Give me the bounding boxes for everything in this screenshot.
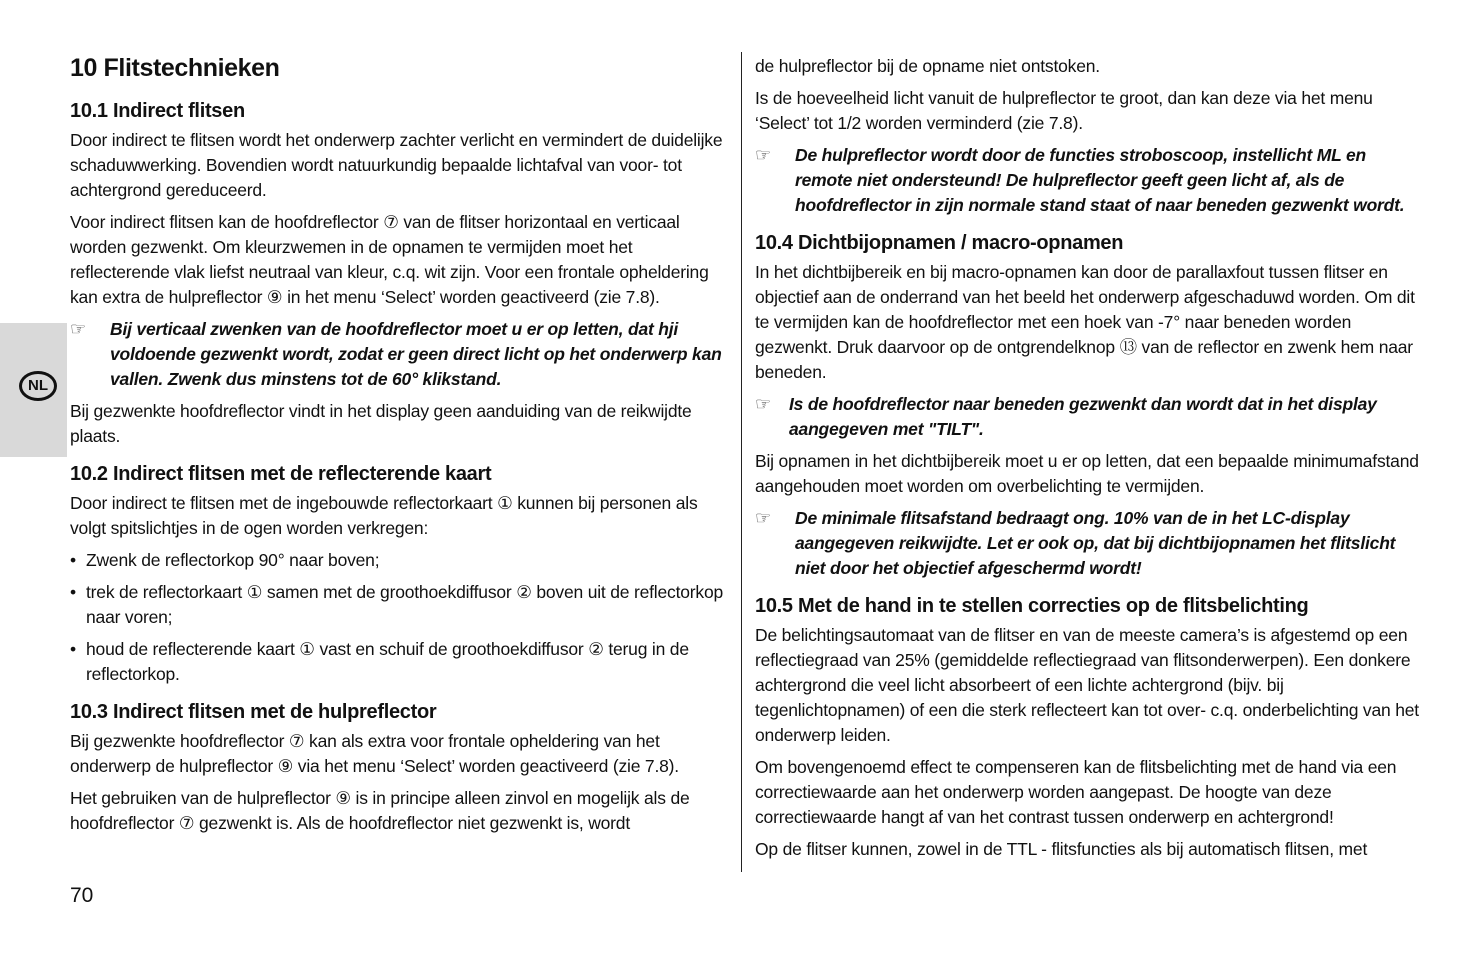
section-heading-10-5: 10.5 Met de hand in te stellen correcties op de flitsbelichting xyxy=(755,595,1309,617)
paragraph: De belichtingsautomaat van de flitser en van de meeste camera’s is afgestemd op een reflectiegraad van 25% (gemiddelde reflectiegraad van flitsonderwerpen). Een donkere achtergrond die veel licht absorbeert of een lichte achtergrond (bijv. bij tegenlichtopnamen) of een die sterk reflecteert kan tot over- c.q. onderbelichting van het onderwerp leiden. xyxy=(755,625,1419,745)
pointing-hand-icon: ☞ xyxy=(755,145,771,165)
page-number: 70 xyxy=(70,884,94,907)
paragraph: Om bovengenoemd effect te compenseren kan de flitsbelichting met de hand via een correctiewaarde aan het onderwerp worden aangepast. De hoogte van deze correctiewaarde hangt af van het contrast tussen onderwerp en achtergrond! xyxy=(755,757,1397,827)
note xyxy=(755,143,1420,218)
paragraph: Is de hoeveelheid licht vanuit de hulpreflector te groot, dan kan deze via het menu ‘Select’ tot 1/2 worden verminderd (zie 7.8). xyxy=(755,88,1373,133)
bullet-icon: • xyxy=(70,582,76,602)
note xyxy=(70,317,735,392)
bullet-icon: • xyxy=(70,550,76,570)
paragraph: Op de flitser kunnen, zowel in de TTL - flitsfuncties als bij automatisch flitsen, met xyxy=(755,839,1368,859)
section-heading-10-4: 10.4 Dichtbijopnamen / macro-opnamen xyxy=(755,232,1124,254)
paragraph: de hulpreflector bij de opname niet ontstoken. xyxy=(755,56,1100,76)
section-heading-10-2: 10.2 Indirect flitsen met de reflecterende kaart xyxy=(70,463,492,485)
pointing-hand-icon: ☞ xyxy=(755,508,771,528)
note-text: De minimale flitsafstand bedraagt ong. 10% van de in het LC-display aangegeven reikwijdte. Let er ook op, dat bij dichtbijopnamen het flitslicht niet door het objectief afgeschermd wordt! xyxy=(795,508,1396,578)
language-tab-label: NL xyxy=(19,371,57,401)
section-heading-10-3: 10.3 Indirect flitsen met de hulpreflector xyxy=(70,701,437,723)
paragraph: Door indirect te flitsen wordt het onderwerp zachter verlicht en vermindert de duidelijke schaduwwerking. Bovendien wordt natuurkundig bepaalde lichtafval van voor- tot achtergrond gereduceerd. xyxy=(70,130,723,200)
pointing-hand-icon: ☞ xyxy=(70,319,86,339)
paragraph: Door indirect te flitsen met de ingebouwde reflectorkaart ① kunnen bij personen als volgt spitslichtjes in de ogen worden verkregen: xyxy=(70,493,698,538)
paragraph: Bij gezwenkte hoofdreflector vindt in het display geen aanduiding van de reikwijdte plaats. xyxy=(70,401,692,446)
paragraph: Voor indirect flitsen kan de hoofdreflector ⑦ van de flitser horizontaal en verticaal worden gezwenkt. Om kleurzwemen in de opnamen te vermijden moet het reflecterende vlak liefst neutraal van kleur, c.q. wit zijn. Voor een frontale opheldering kan extra de hulpreflector ⑨ in het menu ‘Select’ worden geactiveerd (zie 7.8). xyxy=(70,212,709,307)
note-text: Is de hoofdreflector naar beneden gezwenkt dan wordt dat in het display aangegeven met "TILT". xyxy=(789,394,1377,439)
section-heading-10-1: 10.1 Indirect flitsen xyxy=(70,100,245,122)
list-item-text: Zwenk de reflectorkop 90° naar boven; xyxy=(86,550,380,570)
column-divider xyxy=(741,52,742,872)
right-column xyxy=(755,54,1420,869)
note xyxy=(755,392,1420,442)
pointing-hand-icon: ☞ xyxy=(755,394,771,414)
bullet-icon: • xyxy=(70,639,76,659)
note xyxy=(755,506,1420,581)
list-item xyxy=(70,548,735,573)
list-item-text: trek de reflectorkaart ① samen met de groothoekdiffusor ② boven uit de reflectorkop naar voren; xyxy=(86,582,724,627)
paragraph: Het gebruiken van de hulpreflector ⑨ is in principe alleen zinvol en mogelijk als de hoofdreflector ⑦ gezwenkt is. Als de hoofdreflector niet gezwenkt is, wordt xyxy=(70,788,690,833)
paragraph: In het dichtbijbereik en bij macro-opnamen kan door de parallaxfout tussen flitser en objectief aan de onderrand van het beeld het onderwerp afgeschaduwd worden. Om dit te vermijden kan de hoofdreflector met een hoek van -7° naar beneden worden gezwenkt. Druk daarvoor op de ontgrendelknop ⑬ van de reflector en zwenk hem naar beneden. xyxy=(755,262,1415,382)
list-item xyxy=(70,580,735,630)
left-column xyxy=(70,52,735,843)
note-text: De hulpreflector wordt door de functies stroboscoop, instellicht ML en remote niet ondersteund! De hulpreflector geeft geen licht af, als de hoofdreflector in zijn normale stand staat of naar beneden gezwenkt wordt. xyxy=(795,145,1405,215)
paragraph: Bij gezwenkte hoofdreflector ⑦ kan als extra voor frontale opheldering van het onderwerp de hulpreflector ⑨ via het menu ‘Select’ worden geactiveerd (zie 7.8). xyxy=(70,731,679,776)
list-item xyxy=(70,637,735,687)
note-text: Bij verticaal zwenken van de hoofdreflector moet u er op letten, dat hji voldoende gezwenkt wordt, zodat er geen direct licht op het onderwerp kan vallen. Zwenk dus minstens tot de 60° klikstand. xyxy=(110,319,722,389)
paragraph: Bij opnamen in het dichtbijbereik moet u er op letten, dat een bepaalde minimumafstand aangehouden moet worden om overbelichting te vermijden. xyxy=(755,451,1419,496)
list-item-text: houd de reflecterende kaart ① vast en schuif de groothoekdiffusor ② terug in de reflectorkop. xyxy=(86,639,689,684)
chapter-title: 10 Flitstechnieken xyxy=(70,54,280,82)
